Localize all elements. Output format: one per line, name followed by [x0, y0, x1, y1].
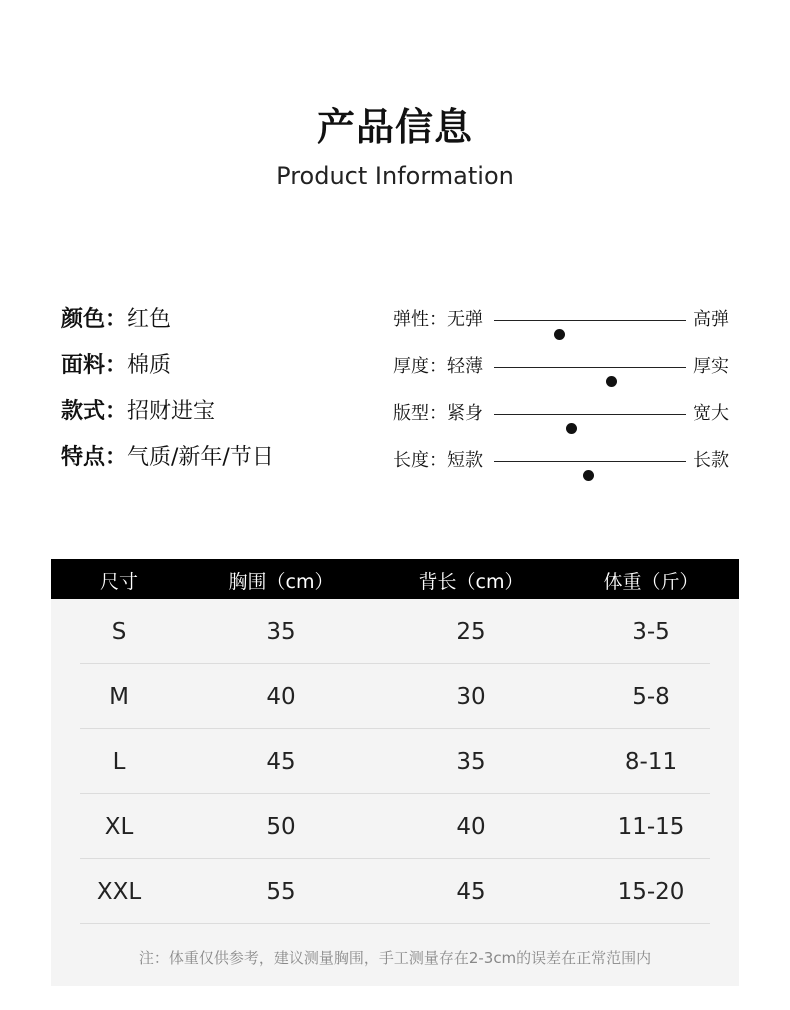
table-row: [80, 599, 710, 664]
cell-chest: 45: [266, 749, 296, 775]
attribute-list: [61, 304, 274, 488]
thickness-scale: [393, 353, 733, 400]
scale-low-label: 版型：紧身: [393, 403, 483, 424]
cell-weight: 5-8: [632, 684, 670, 710]
scale-marker: [566, 423, 577, 434]
scale-track: [494, 414, 686, 415]
table-row: [80, 794, 710, 859]
attribute-value: 招财进宝: [127, 399, 216, 424]
scale-high-label: 高弹: [693, 309, 729, 330]
cell-chest: 35: [266, 619, 296, 645]
cell-weight: 11-15: [617, 814, 685, 840]
header-back-length: 背长（cm）: [418, 571, 524, 593]
scale-track: [494, 367, 686, 368]
cell-size: S: [111, 619, 127, 645]
cell-back-length: 35: [456, 749, 486, 775]
cell-chest: 55: [266, 879, 296, 905]
size-note: 注：体重仅供参考，建议测量胸围，手工测量存在2-3cm的误差在正常范围内: [138, 949, 652, 967]
scale-marker: [606, 376, 617, 387]
attribute-feature: [61, 442, 274, 488]
scale-high-label: 厚实: [693, 356, 729, 377]
scale-low-label: 厚度：轻薄: [393, 356, 483, 377]
attribute-fabric: [61, 350, 274, 396]
length-scale: [393, 447, 733, 494]
scale-track: [494, 320, 686, 321]
cell-size: M: [109, 684, 129, 710]
fit-scale: [393, 400, 733, 447]
cell-back-length: 30: [456, 684, 486, 710]
cell-back-length: 45: [456, 879, 486, 905]
cell-weight: 8-11: [624, 749, 678, 775]
header-size: 尺寸: [99, 571, 139, 593]
table-row: [80, 729, 710, 794]
cell-size: XXL: [96, 879, 142, 905]
cell-size: XL: [104, 814, 134, 840]
scale-high-label: 长款: [693, 450, 729, 471]
header-chest: 胸围（cm）: [228, 571, 334, 593]
scale-marker: [554, 329, 565, 340]
attribute-style: [61, 396, 274, 442]
scale-low-label: 长度：短款: [393, 450, 483, 471]
attribute-color: [61, 304, 274, 350]
scale-list: [393, 306, 733, 494]
cell-back-length: 40: [456, 814, 486, 840]
attribute-key: 款式：: [61, 399, 128, 424]
cell-weight: 3-5: [632, 619, 670, 645]
attribute-value: 棉质: [127, 353, 172, 378]
scale-track: [494, 461, 686, 462]
cell-chest: 50: [266, 814, 296, 840]
header-weight: 体重（斤）: [603, 571, 699, 593]
attribute-value: 气质/新年/节日: [127, 445, 274, 470]
attribute-key: 面料：: [61, 353, 128, 378]
cell-size: L: [112, 749, 126, 775]
cell-back-length: 25: [456, 619, 486, 645]
table-header: [51, 559, 739, 599]
cell-weight: 15-20: [617, 879, 685, 905]
size-table: [51, 559, 739, 986]
attribute-value: 红色: [127, 307, 172, 332]
page-subtitle: Product Information: [276, 162, 514, 190]
attribute-key: 特点：: [61, 445, 128, 470]
scale-marker: [583, 470, 594, 481]
page-title: 产品信息: [316, 105, 473, 149]
elasticity-scale: [393, 306, 733, 353]
scale-low-label: 弹性：无弹: [393, 309, 483, 330]
attribute-key: 颜色：: [61, 307, 128, 332]
table-row: [80, 664, 710, 729]
table-row: [80, 859, 710, 924]
cell-chest: 40: [266, 684, 296, 710]
scale-high-label: 宽大: [693, 403, 729, 424]
